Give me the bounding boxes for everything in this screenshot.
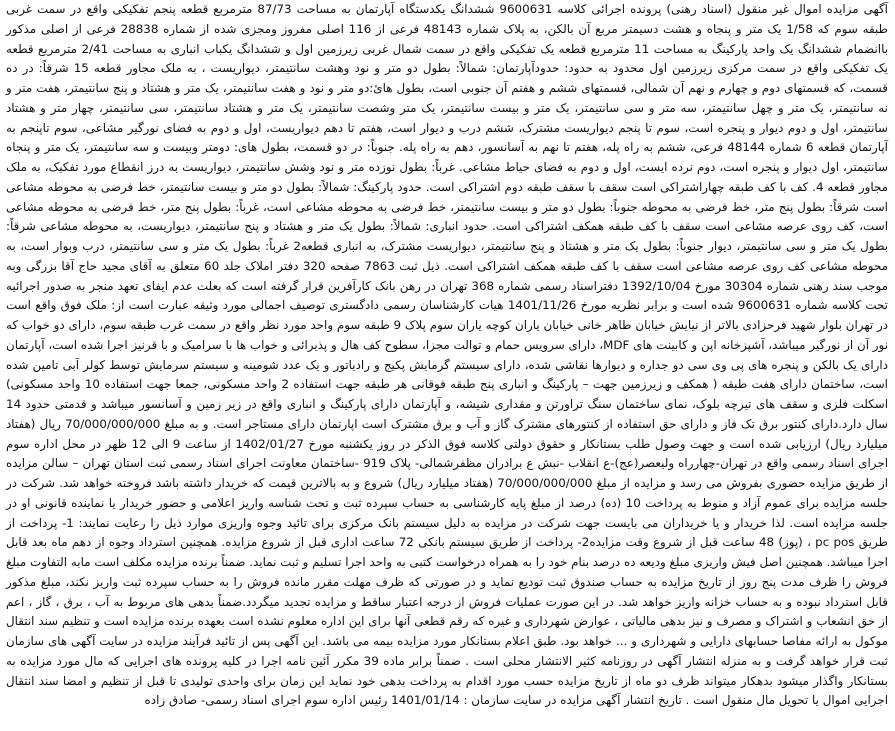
auction-notice-text: آگهی مزایده اموال غیر منقول (اسناد رهنی) پرونده اجرائی کلاسه 9600631 ششدانگ یکدستگاه آپارتمان به مساحت 87/73 مترمربع قطعه پنجم تفکیکی واقع در سمت غربی طبقه سوم که 1/58 یک متر و پنجاه و هشت دسیمتر مربع آن بالکن، به پلاک شماره 48143 فرعی از 116 اصلی مفروز ومجزی شده از شماره 28838 فرعی از اصلی مذکور باانضمام ششدانگ یک واحد پارکینگ به مساحت 11 مترمربع قطعه یک تفکیکی واقع در سمت شمال غربی زیرزمین اول و ششدانگ یکباب انباری به مساحت 2/41 مترمربع قطعه یک تفکیکی واقع در سمت مرکزی زیرزمین اول محدود به حدود: حدودآپارتمان: شمالاً: بطول دو متر و نود وهشت سانتیمتر، دیواریست ، به ملک مجاور قطعه 15 شرقاً: در ده قسمت، که قسمتهای دوم و چهارم و نهم آن شمالی، قسمتهای ششم و هفتم آن جنوبی است، بطول هائ:دو متر و نود و هفت سانتیمتر، یک متر و هشتاد و پنج سانتیمتر، هفت متر و نه سانتیمتر، یک متر و چهل سانتیمتر، سه متر و سی سانتیمتر، یک متر و بیست سانتیمتر، یک متر وشصت سانتیمتر، یک متر و هشتاد سانتیمتر، سی سانتیمتر، چهار متر و هشتاد سانتیمتر، اول و دوم دیوار و پنجره است، سوم تا پنجم دیواریست مشترک، ششم درب و دیوار است، هفتم تا دهم دیواریست، اول و دوم به فضای نورگیر مشاعی، سوم تاپنجم به آپارتمان قطعه 6 شماره 48144 فرعی، ششم به راه پله، هفتم تا نهم به آسانسور، دهم به راه پله. جنوباً: در دو قسمت، بطول های: دومتر وبیست و سه سانتیمتر، یک متر و پنجاه سانتیمتر، اول دیوار و پنجره است، دوم نرده ایست، اول و دوم به فضای حیاط مشاعی. غرباً: بطول نوزده متر و نود وشش سانتیمتر، دیواریست به درز انقطاع مورد تفکیک، به ملک مجاور قطعه 4. کف با کف طبقه چهاراشتراکی است سقف با سقف طبقه دوم اشتراکی است. حدود پارکینگ: شمالاً: بطول دو متر و بیست سانتیمتر، خط فرضی به محوطه مشاعی است شرقاً: بطول پنج متر، خط فرضی به محوطه جنوباً: بطول دو متر و بیست سانتیمتر، خط فرضی به محوطه مشاعی است، غرباً: بطول پنج متر، خط فرضی به محوطه مشاعی است، کف روی عرصه مشاعی است سقف با کف طبقه همکف اشتراکی است. حدود انباری: شمالاً: بطول یک متر و هشتاد و پنج سانتیمتر، دیواریست، به محوطه مشاعی شرقاً: بطول یک متر و سی سانتیمتر، دیوار جنوباً: بطول یک متر و هشتاد و پنج سانتیمتر، دیواریست مشترک، به انباری قطعه2 غرباً: بطول یک متر و سی سانتیمتر، درب وبوار است، به محوطه مشاعی کف روی عرصه مشاعی است سقف با کف طبقه همکف اشتراکی است. ذیل ثبت 7863 صفحه 320 دفتر املاک جلد 60 متعلق به آقای مجید حاج آقا بزرگی وبه موجب سند رهنی شماره 30304 مورخ 1392/10/04 دفتراسناد رسمی شماره 368 تهران در رهن بانک کارآفرین قرار گرفته است که بعلت عدم ایفای تعهد منجر به صدور اجرائیه تحت کلاسه شماره 9600631 شده است و برابر نظریه مورخ 1401/11/26 هیات کارشناسان رسمی دادگستری توصیف اجمالی مورد وثیقه عبارت است از: ملک فوق واقع است در تهران بلوار شهید فرحزادی بالاتر از نیایش خیابان طاهر خانی خیابان یاران کوچه یاران سوم پلاک 9 طبقه سوم واحد مورد نظر واقع در سمت غرب طبقه سوم، دارای دو خواب که نور آن از نورگیر میباشد، آشپزخانه اپن و کابینت های MDF، دارای سرویس حمام و توالت مجزا، سطوح کف هال و پذیرائی و خواب ها با سرامیک و با قرنیز اجرا شده است، آپارتمان دارای یک بالکن و پنجره های پی وی سی دو جداره و دیوارها نقاشی شده، دارای سیستم گرمایش پکیج و رادیاتور و یک عدد شومینه و سیستم سرمایش توسط کولر آبی تامین شده است، ساختمان دارای هفت طبقه ( همکف و زیرزمین جهت – پارکینگ و انباری پنج طبقه فوقانی هر طبقه جهت استفاده 2 واحد مسکونی، جمعا جهت استفاده 10 واحد مسکونی) اسکلت فلزی و سقف های تیرچه بلوک، نمای ساختمان سنگ تراورتن و مقداری شیشه، و آپارتمان دارای پارکینگ و انباری واقع در زیر زمین و آسانسور میباشد و قدمتی حدود 14 سال دارد.دارای کنتور برق تک فاز و دارای حق استفاده از کنتورهای مشترک گاز و آب و برق مشترک است اپارتمان دارای مستاجر است. و به مبلغ 70/000/000/000 ریال (هفتاد میلیارد ریال) ارزیابی شده است و جهت وصول طلب بستانکار و حقوق دولتی کلاسه فوق الذکر در روز یکشنبه مورخ 1402/01/27 از ساعت 9 الی 12 ظهر در محل اداره سوم اجرای اسناد رسمی واقع در تهران-چهارراه ولیعصر(عج)-ع انقلاب -نبش ع برادران مظفرشمالی- پلاک 919 -ساختمان معاونت اجرای اسناد رسمی ثبت استان تهران – سالن مزایده از طریق مزایده حضوری بفروش می رسد و مزایده از مبلغ 70/000/000/000 (هفتاد میلیارد ریال) شروع و به بالاترین قیمت که خریدار داشته باشد فروخته خواهد شد. شرکت در جلسه مزایده برای عموم آزاد و منوط به پرداخت 10 (ده) درصد از مبلغ پایه کارشناسی به حساب سپرده ثبت و تحت شناسه واریز اعلامی و حضور خریدار یا نماینده قانونی او در جلسه مزایده است. لذا خریدار و یا خریداران می بایست جهت شرکت در مزایده به دلیل سیستم بانک مرکزی برای تائید وجوه واریزی موارد ذیل را رعایت نمایند: 1- پرداخت از طریق pc pos ، (پوز) 48 ساعت قبل از شروع وقت مزایده2- پرداخت از طریق سیستم بانکی 72 ساعت اداری قبل از شروع مزایده. همچنین استرداد وجوه از دهم ماه بعد قابل اجرا میباشد. همچنین اصل فیش واریزی مبلغ ودیعه ده درصد بنام خود را به همراه درخواست کتبی به واحد اجرا تسلیم و ثبت نماید. ضمناً برنده مزایده مکلف است مابه التفاوت مبلغ فروش را ظرف مدت پنج روز از تاریخ مزایده به حساب صندوق ثبت تودیع نماید و در صورتی که ظرف مهلت مقرر مانده فروش را به حساب سپرده ثبت واریز نکند، مبلغ مذکور قابل استرداد نبوده و به حساب خزانه واریز خواهد شد. در این صورت عملیات فروش از درجه اعتبار ساقط و مزایده تجدید میگردد.ضمناً بدهی های مربوط به آب ، برق ، گاز ، اعم از حق انشعاب و اشتراک و مصرف و نیز بدهی مالیاتی ، عوارض شهرداری و غیره که رقم قطعی آنها برای این اداره معلوم نشده است بعهده برنده مزایده است و تنظیم سند انتقال موکول به ارائه مفاصا حسابهای دارایی و شهرداری و ... خواهد بود. طبق اعلام بستانکار مورد مزایده بیمه می باشد. این آگهی پس از تائید فرآیند مزایده در سایت آگهی های سازمان ثبت قرار خواهد گرفت و به منزله انتشار آگهی در روزنامه کثیر الانتشار محلی است . ضمناً برابر ماده 39 مکرر آئین نامه اجرا در کلیه پرونده های اجرایی که مال مورد مزایده به بستانکار واگذار میشود بدهکار میتواند ظرف دو ماه از تاریخ مزایده حسب مورد اقدام به پرداخت بدهی خود نماید این زمان برای واحدی تولیدی تا قبل از تنظیم و امضا سند انتقال اجرایی اموال یا تحویل مال منقول است . تاریخ انتشار آگهی مزایده در سایت سازمان : 1401/01/14 رئیس اداره سوم اجرای اسناد رسمی- صادق زاده	[6, 2, 889, 708]
